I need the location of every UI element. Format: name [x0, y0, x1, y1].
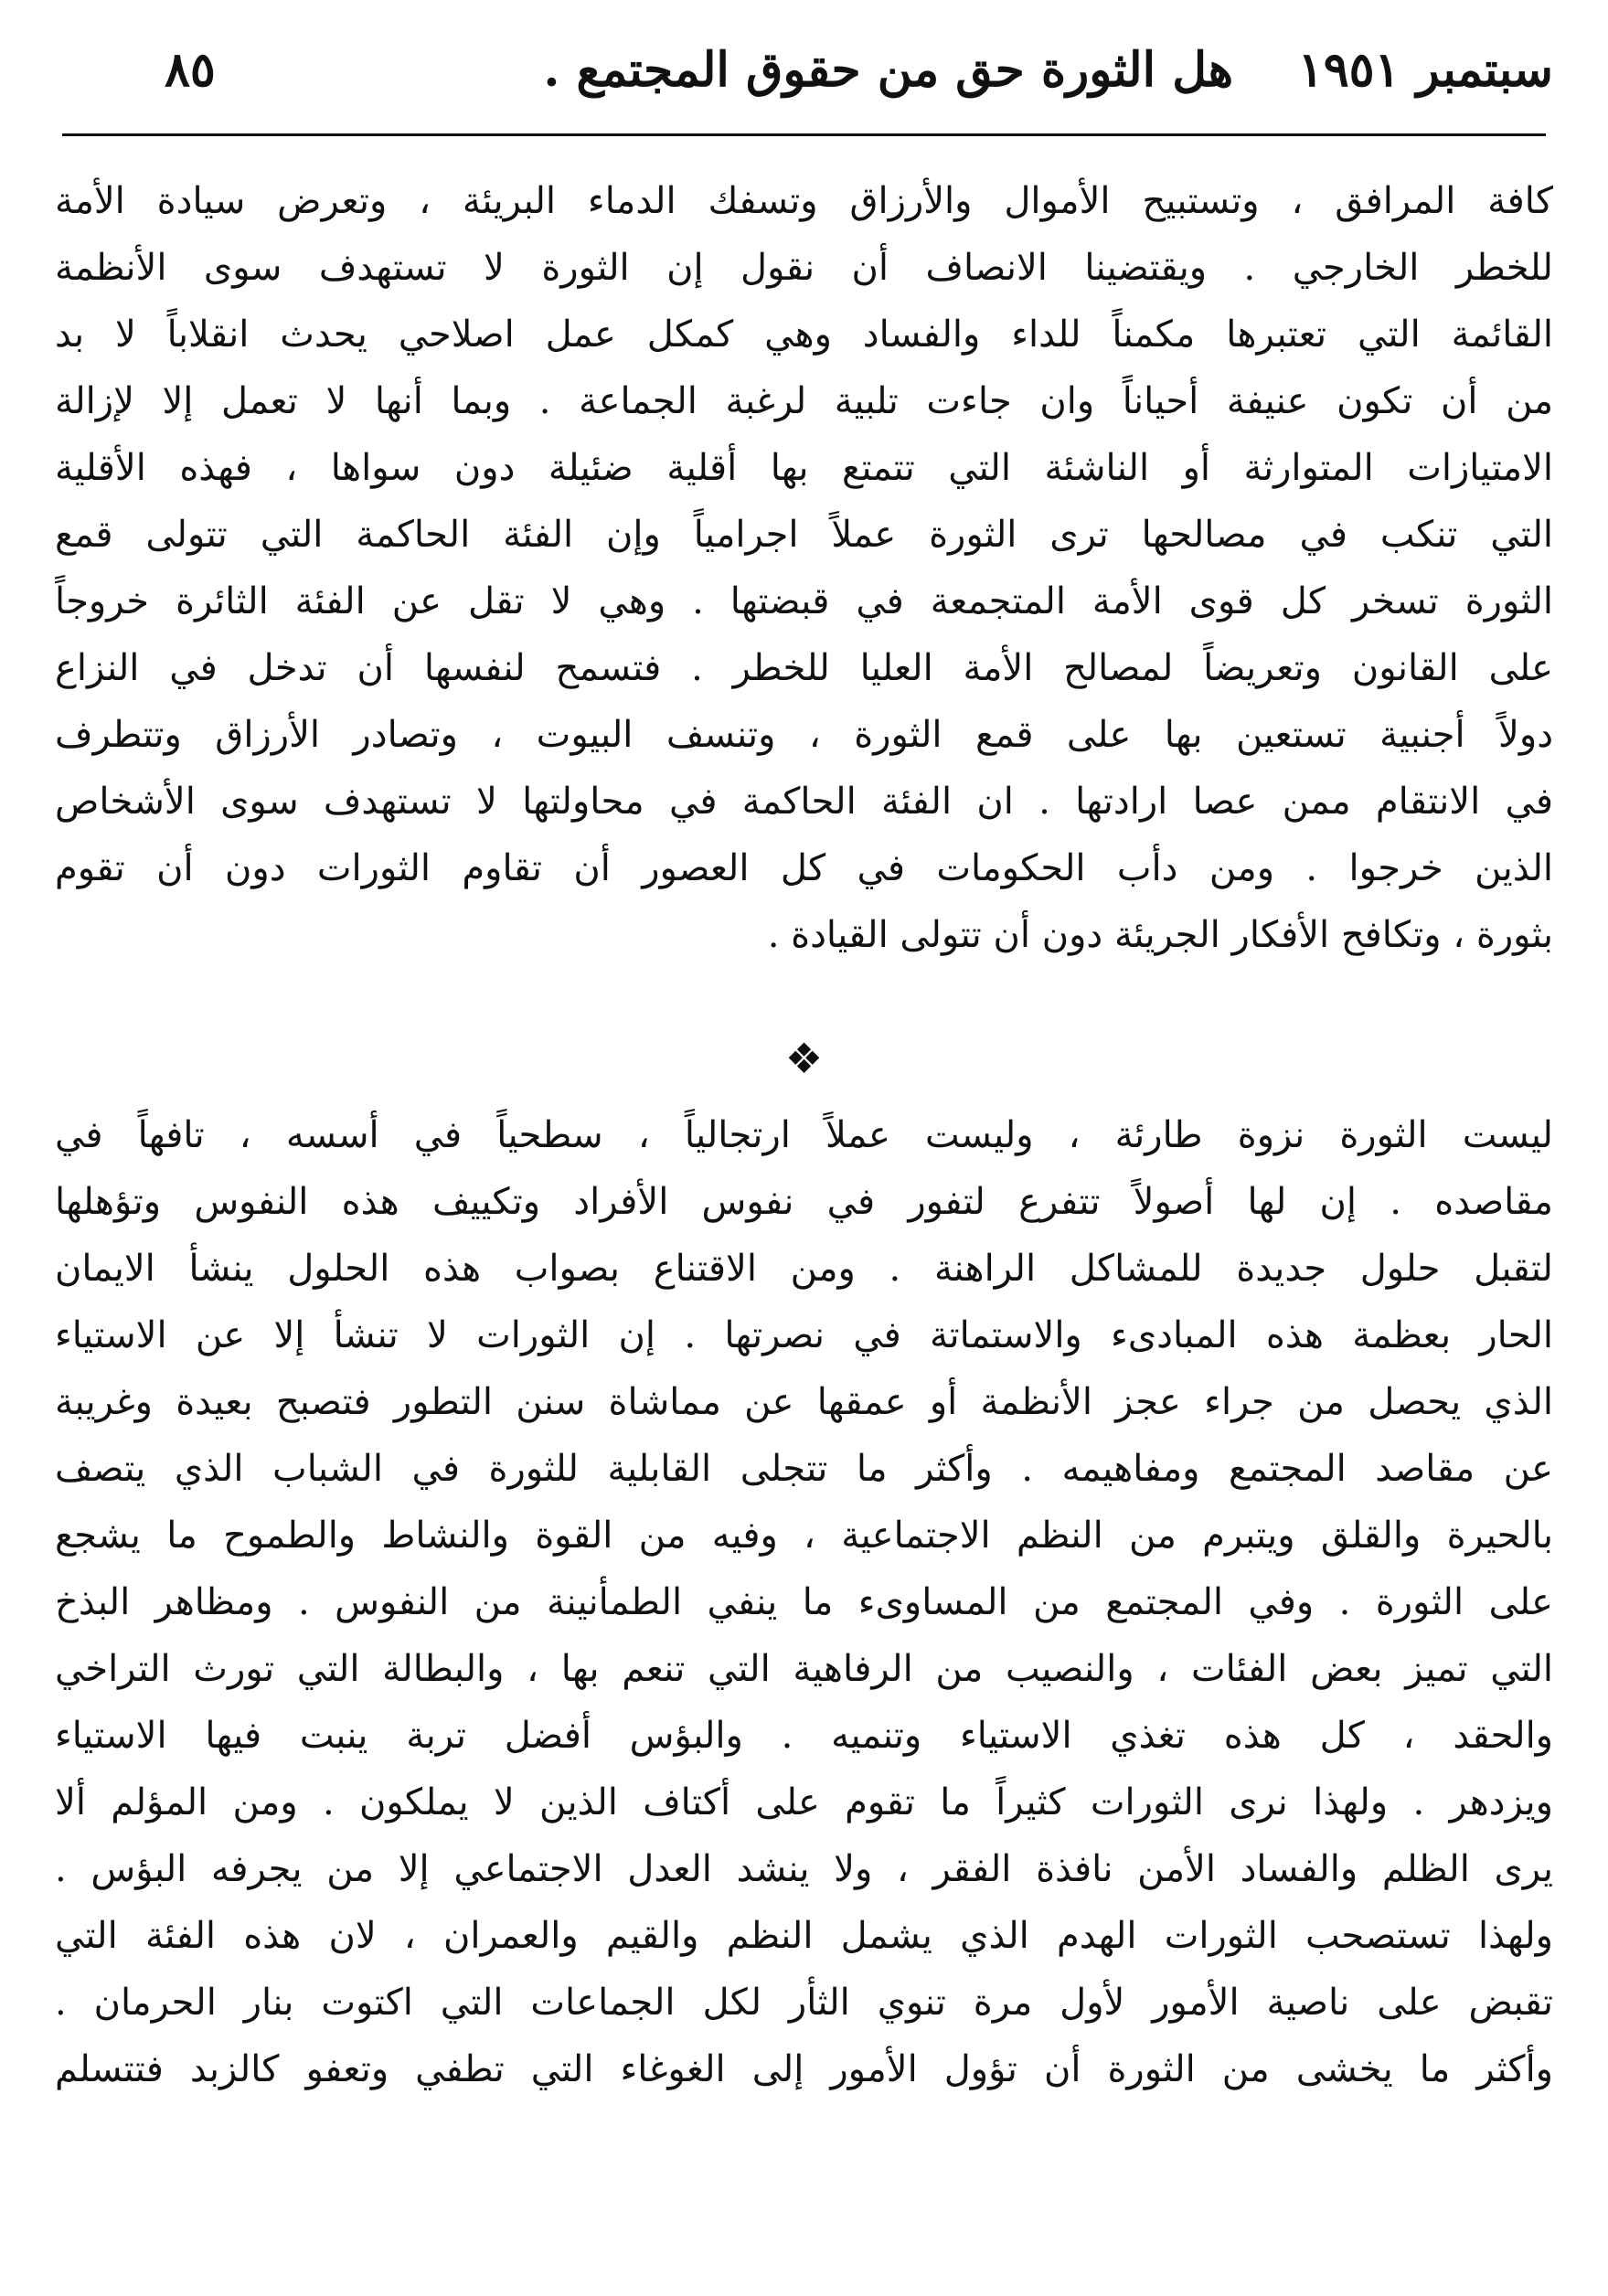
- text-line: القائمة التي تعتبرها مكمناً للداء والفساد وهي كمكل عمل اصلاحي يحدث انقلاباً لا بد: [55, 314, 1553, 356]
- header-divider: [62, 133, 1546, 136]
- text-line: للخطر الخارجي . ويقتضينا الانصاف أن نقول إن الثورة لا تستهدف سوى الأنظمة: [55, 247, 1553, 289]
- running-header: [137, 37, 1553, 119]
- text-line: يرى الظلم والفساد الأمن نافذة الفقر ، ولا ينشد العدل الاجتماعي إلا من يجرفه البؤس .: [55, 1848, 1553, 1890]
- text-line: بثورة ، وتكافح الأفكار الجريئة دون أن تتولى القيادة .: [767, 914, 1553, 956]
- text-line: ليست الثورة نزوة طارئة ، وليست عملاً ارتجالياً ، سطحياً في أسسه ، تافهاً في: [55, 1114, 1553, 1156]
- text-line: كافة المرافق ، وتستبيح الأموال والأرزاق وتسفك الدماء البريئة ، وتعرض سيادة الأمة: [55, 180, 1553, 222]
- text-line: تقبض على ناصية الأمور لأول مرة تنوي الثأر لكل الجماعات التي اكتوت بنار الحرمان .: [55, 1982, 1553, 2024]
- paragraph-2: [55, 1102, 1553, 2103]
- text-line: في الانتقام ممن عصا ارادتها . ان الفئة الحاكمة في محاولتها لا تستهدف سوى الأشخاص: [55, 781, 1553, 823]
- text-line: بالحيرة والقلق ويتبرم من النظم الاجتماعية ، وفيه من القوة والنشاط والطموح ما يشجع: [55, 1515, 1553, 1557]
- header-date: سبتمبر ١٩٥١: [1297, 42, 1553, 98]
- text-line: من أن تكون عنيفة أحياناً وان جاءت تلبية لرغبة الجماعة . وبما أنها لا تعمل إلا لإزالة: [55, 380, 1553, 422]
- page-number: ٨٥: [165, 42, 216, 98]
- text-line: ويزدهر . ولهذا نرى الثورات كثيراً ما تقوم على أكتاف الذين لا يملكون . ومن المؤلم ألا: [55, 1781, 1553, 1823]
- text-line: والحقد ، كل هذه تغذي الاستياء وتنميه . والبؤس أفضل تربة ينبت فيها الاستياء: [55, 1715, 1553, 1757]
- text-line: الثورة تسخر كل قوى الأمة المتجمعة في قبضتها . وهي لا تقل عن الفئة الثائرة خروجاً: [55, 580, 1553, 622]
- text-line: الامتيازات المتوارثة أو الناشئة التي تتمتع بها أقلية ضئيلة دون سواها ، فهذه الأقلية: [55, 447, 1553, 489]
- text-line: لتقبل حلول جديدة للمشاكل الراهنة . ومن الاقتناع بصواب هذه الحلول ينشأ الايمان: [55, 1248, 1553, 1290]
- text-line: التي تميز بعض الفئات ، والنصيب من الرفاهية التي تنعم بها ، والبطالة التي تورث التراخي: [55, 1648, 1553, 1690]
- text-line: على الثورة . وفي المجتمع من المساوىء ما ينفي الطمأنينة من النفوس . ومظاهر البذخ: [55, 1581, 1553, 1623]
- text-line: وأكثر ما يخشى من الثورة أن تؤول الأمور إلى الغوغاء التي تطفي وتعفو كالزبد فتتسلم: [55, 2048, 1553, 2090]
- paragraph-1: [55, 168, 1553, 969]
- text-line: الحار بعظمة هذه المبادىء والاستماتة في نصرتها . إن الثورات لا تنشأ إلا عن الاستياء: [55, 1314, 1553, 1356]
- text-line: الذي يحصل من جراء عجز الأنظمة أو عمقها عن مماشاة سنن التطور فتصبح بعيدة وغريبة: [55, 1381, 1553, 1423]
- text-line: دولاً أجنبية تستعين بها على قمع الثورة ، وتنسف البيوت ، وتصادر الأرزاق وتتطرف: [55, 714, 1553, 756]
- section-ornament-icon: ❖: [784, 1034, 824, 1083]
- text-line: على القانون وتعريضاً لمصالح الأمة العليا للخطر . فتسمح لنفسها أن تدخل في النزاع: [55, 647, 1553, 689]
- text-line: الذين خرجوا . ومن دأب الحكومات في كل العصور أن تقاوم الثورات دون أن تقوم: [55, 847, 1553, 889]
- text-line: عن مقاصد المجتمع ومفاهيمه . وأكثر ما تتجلى القابلية للثورة في الشباب الذي يتصف: [55, 1448, 1553, 1490]
- text-line: مقاصده . إن لها أصولاً تتفرع لتفور في نفوس الأفراد وتكييف هذه النفوس وتؤهلها: [55, 1181, 1553, 1223]
- text-line: ولهذا تستصحب الثورات الهدم الذي يشمل النظم والقيم والعمران ، لان هذه الفئة التي: [55, 1915, 1553, 1957]
- text-line: التي تنكب في مصالحها ترى الثورة عملاً اجرامياً وإن الفئة الحاكمة التي تتولى قمع: [55, 514, 1553, 556]
- header-title: هل الثورة حق من حقوق المجتمع .: [543, 42, 1233, 98]
